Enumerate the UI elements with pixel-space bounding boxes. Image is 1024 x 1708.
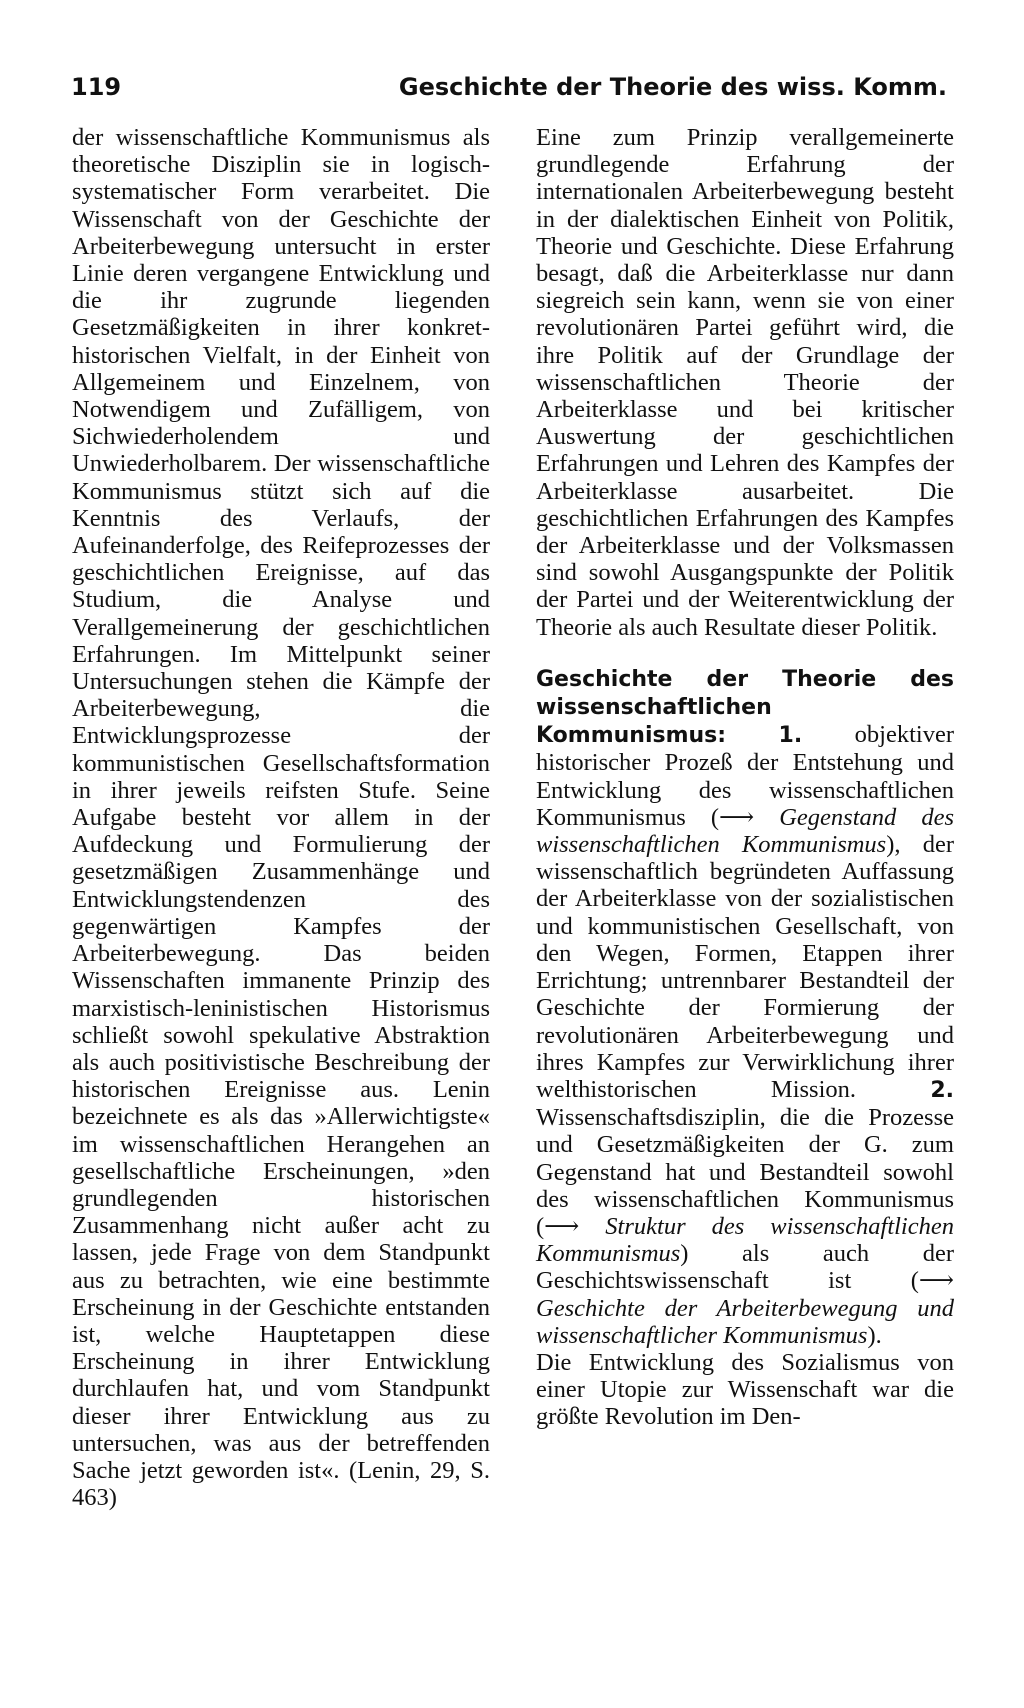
entry-text-2: ), der wissenschaftlich begründeten Auffassung der Arbeiterklasse von der sozialistischen und kommunistischen Gesellschaft, von den Wegen, Formen, Etappen ihrer Errichtung; untrennbarer Bestandteil der Geschichte der Formierung der revolutionären Arbeiterbewegung und ihres Kampfes zur Verwirklichung ihrer welthistorischen Mission. (536, 831, 954, 1103)
running-head: Geschichte der Theorie des wiss. Komm. (398, 73, 947, 101)
entry-number-1: 1. (778, 723, 803, 749)
cross-reference-struktur: Struktur des wissenschaftlichen Kommunismus (536, 1212, 954, 1268)
closing-paragraph: Die Entwicklung des Sozialismus von einer Utopie zur Wissenschaft war die größte Revolution im Den- (536, 1348, 954, 1431)
left-column-text: der wissenschaftliche Kommunismus als theoretische Disziplin sie in logisch-systematischer Form verarbeitet. Die Wissenschaft von der Geschichte der Arbeiterbewegung untersucht in erster Linie deren vergangene Entwicklung und die ihr zugrunde liegenden Gesetzmäßigkeiten in ihrer konkret-historischen Vielfalt, in der Einheit von Allgemeinem und Einzelnem, von Notwendigem und Zufälligem, von Sichwiederholendem und Unwiederholbarem. Der wissenschaftliche Kommunismus stützt sich auf die Kenntnis des Verlaufs, der Aufeinanderfolge, des Reifeprozesses der geschichtlichen Ereignisse, auf das Studium, die Analyse und Verallgemeinerung der geschichtlichen Erfahrungen. Im Mittelpunkt seiner Untersuchungen stehen die Kämpfe der Arbeiterbewegung, die Entwicklungsprozesse der kommunistischen Gesellschaftsformation in ihrer jeweils reifsten Stufe. Seine Aufgabe besteht vor allem in der Aufdeckung und Formulierung der gesetzmäßigen Zusammenhänge und Entwicklungstendenzen des gegenwärtigen Kampfes der Arbeiterbewegung. Das beiden Wissenschaften immanente Prinzip des marxistisch-leninistischen Historismus schließt sowohl spekulative Abstraktion als auch positivistische Beschreibung der historischen Ereignisse aus. Lenin bezeichnete es als das »Allerwichtigste« im wissenschaftlichen Herangehen an gesellschaftliche Erscheinungen, »den grundlegenden historischen Zusammenhang nicht außer acht zu lassen, jede Frage von dem Standpunkt aus zu betrachten, wie eine bestimmte Erscheinung in der Geschichte entstanden ist, welche Hauptetappen diese Erscheinung in ihrer Entwicklung durchlaufen hat, und vom Standpunkt dieser ihrer Entwicklung aus zu untersuchen, was aus der betreffenden Sache jetzt geworden ist«. (Lenin, 29, S. 463) (72, 124, 490, 1512)
page-header (71, 70, 947, 104)
entry-heading: Geschichte der Theorie des wissenschaftlichen Kommunismus: (536, 666, 954, 749)
arrow-icon: ⟶ (918, 1267, 954, 1295)
entry-text-4: ) als auch der Geschichtswissenschaft ist ( (536, 1240, 954, 1295)
arrow-icon: ⟶ (719, 803, 755, 831)
entry-text-1: objektiver historischer Prozeß der Entstehung und Entwicklung des wissenschaftlichen Kommunismus ( (536, 721, 954, 831)
right-column (536, 124, 954, 1431)
cross-reference-geschichte: Geschichte der Arbeiterbewegung und wissenschaftlicher Kommunismus (536, 1294, 954, 1349)
cross-reference-gegenstand: Gegenstand des wissenschaftlichen Kommunismus (536, 803, 954, 859)
entry-text-3: Wissenschaftsdisziplin, die die Prozesse und Gesetzmäßigkeiten der G. zum Gegenstand hat und Bestandteil sowohl des wissenschaftlichen Kommunismus ( (536, 1104, 954, 1240)
dictionary-entry (536, 665, 954, 1349)
entry-text-5: ). (867, 1321, 882, 1349)
arrow-icon: ⟶ (544, 1212, 580, 1240)
intro-paragraph: Eine zum Prinzip verallgemeinerte grundlegende Erfahrung der internationalen Arbeiterbewegung besteht in der dialektischen Einheit von Politik, Theorie und Geschichte. Diese Erfahrung besagt, daß die Arbeiterklasse nur dann siegreich sein kann, wenn sie von einer revolutionären Partei geführt wird, die ihre Politik auf der Grundlage der wissenschaftlichen Theorie der Arbeiterklasse und bei kritischer Auswertung der geschichtlichen Erfahrungen und Lehren des Kampfes der Arbeiterklasse ausarbeitet. Die geschichtlichen Erfahrungen des Kampfes der Arbeiterklasse und der Volksmassen sind sowohl Ausgangspunkte der Politik der Partei und der Weiterentwicklung der Theorie als auch Resultate dieser Politik. (536, 124, 954, 641)
left-column (72, 124, 490, 1511)
page-number: 119 (71, 73, 122, 101)
paragraph-spacer (536, 641, 954, 665)
entry-number-2: 2. (930, 1077, 954, 1103)
